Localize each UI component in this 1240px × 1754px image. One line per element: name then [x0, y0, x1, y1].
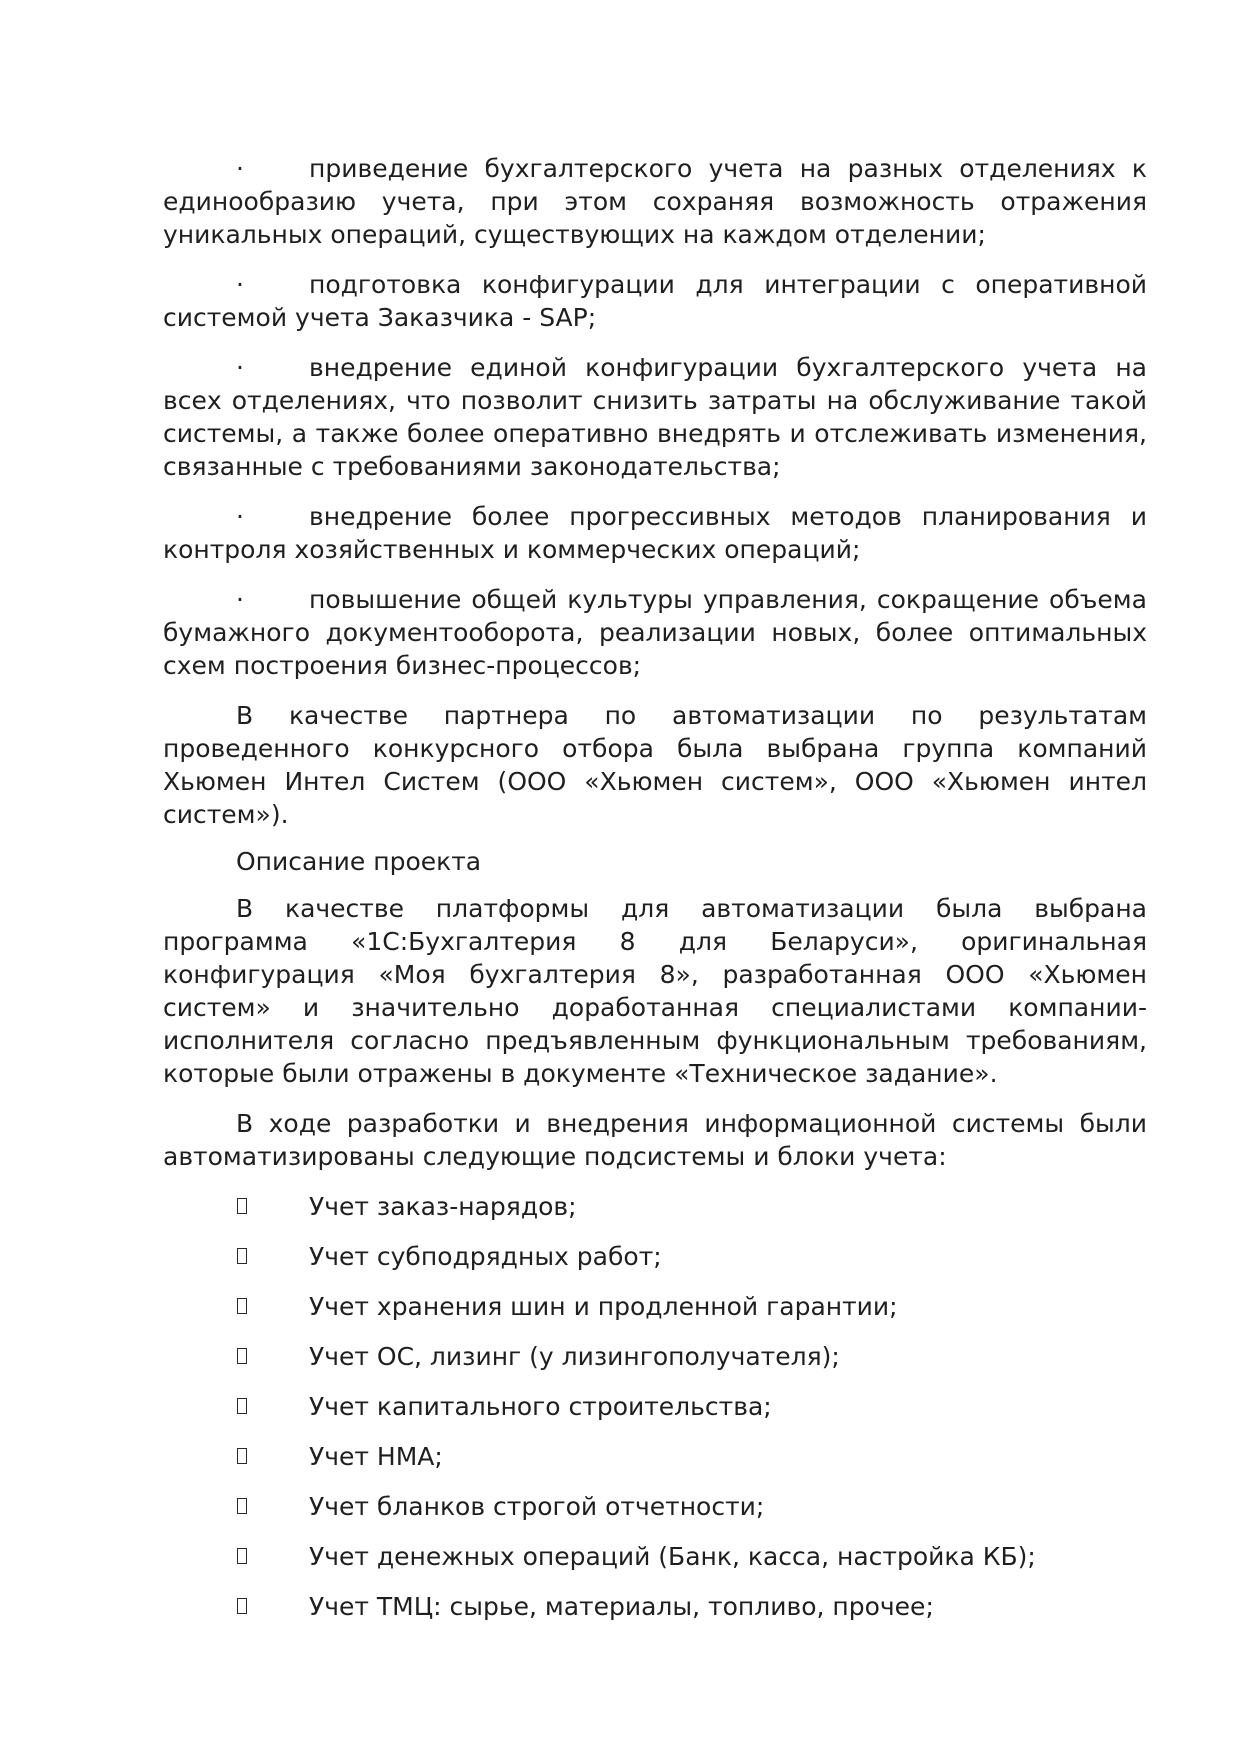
bullet-dot-icon: ·	[236, 585, 244, 614]
list-item-label: Учет денежных операций (Банк, касса, настройка КБ);	[309, 1542, 1036, 1571]
list-item-label: Учет бланков строгой отчетности;	[309, 1492, 765, 1521]
list-item	[163, 1340, 1147, 1373]
checkbox-square-icon	[237, 1398, 247, 1414]
bullet-dot-icon: ·	[236, 353, 244, 382]
goal-bullet-text: внедрение более прогрессивных методов планирования и контроля хозяйственных и коммерческих операций;	[163, 502, 1147, 564]
subsystems-list	[163, 1190, 1147, 1623]
list-item-label: Учет капитального строительства;	[309, 1392, 772, 1421]
goal-bullet-text: повышение общей культуры управления, сокращение объема бумажного документооборота, реализации новых, более оптимальных схем построения бизнес-процессов;	[163, 585, 1147, 680]
section-heading: Описание проекта	[236, 847, 482, 876]
list-item-label: Учет хранения шин и продленной гарантии;	[309, 1292, 898, 1321]
list-item-label: Учет ОС, лизинг (у лизингополучателя);	[309, 1342, 840, 1371]
bullet-dot-icon: ·	[236, 502, 244, 531]
list-item-label: Учет НМА;	[309, 1442, 443, 1471]
goal-bullet-text: приведение бухгалтерского учета на разных отделениях к единообразию учета, при этом сохраняя возможность отражения уникальных операций, существующих на каждом отделении;	[163, 154, 1147, 249]
goal-bullet-item	[163, 500, 1147, 566]
goal-bullet-text: подготовка конфигурации для интеграции с оперативной системой учета Заказчика - SAP;	[163, 270, 1147, 332]
list-item	[163, 1290, 1147, 1323]
goal-bullet-text: внедрение единой конфигурации бухгалтерского учета на всех отделениях, что позволит снизить затраты на обслуживание такой системы, а также более оперативно внедрять и отслеживать изменения, связанные с требованиями законодательства;	[163, 353, 1147, 481]
goal-bullet-item	[163, 268, 1147, 334]
checkbox-square-icon	[237, 1198, 247, 1214]
platform-paragraph: В качестве платформы для автоматизации была выбрана программа «1С:Бухгалтерия 8 для Беларуси», оригинальная конфигурация «Моя бухгалтерия 8», разработанная ООО «Хьюмен систем» и значительно доработанная специалистами компании-исполнителя согласно предъявленным функциональным требованиям, которые были отражены в документе «Техническое задание».	[163, 894, 1147, 1088]
partner-paragraph: В качестве партнера по автоматизации по результатам проведенного конкурсного отбора была выбрана группа компаний Хьюмен Интел Систем (ООО «Хьюмен систем», ООО «Хьюмен интел систем»).	[163, 701, 1147, 829]
goal-bullet-item	[163, 351, 1147, 483]
list-item-label: Учет ТМЦ: сырье, материалы, топливо, прочее;	[309, 1592, 934, 1621]
checkbox-square-icon	[237, 1598, 247, 1614]
checkbox-square-icon	[237, 1448, 247, 1464]
list-item	[163, 1540, 1147, 1573]
list-item	[163, 1390, 1147, 1423]
list-item	[163, 1240, 1147, 1273]
checkbox-square-icon	[237, 1348, 247, 1364]
checkbox-square-icon	[237, 1248, 247, 1264]
list-item-label: Учет субподрядных работ;	[309, 1242, 662, 1271]
goal-bullet-item	[163, 583, 1147, 682]
goal-bullet-item	[163, 152, 1147, 251]
bullet-dot-icon: ·	[236, 154, 244, 183]
list-item	[163, 1440, 1147, 1473]
subsystems-intro-paragraph: В ходе разработки и внедрения информационной системы были автоматизированы следующие подсистемы и блоки учета:	[163, 1109, 1147, 1171]
checkbox-square-icon	[237, 1298, 247, 1314]
checkbox-square-icon	[237, 1498, 247, 1514]
list-item	[163, 1590, 1147, 1623]
list-item	[163, 1490, 1147, 1523]
document-body	[163, 152, 1147, 1640]
bullet-dot-icon: ·	[236, 270, 244, 299]
list-item-label: Учет заказ-нарядов;	[309, 1192, 577, 1221]
list-item	[163, 1190, 1147, 1223]
checkbox-square-icon	[237, 1548, 247, 1564]
